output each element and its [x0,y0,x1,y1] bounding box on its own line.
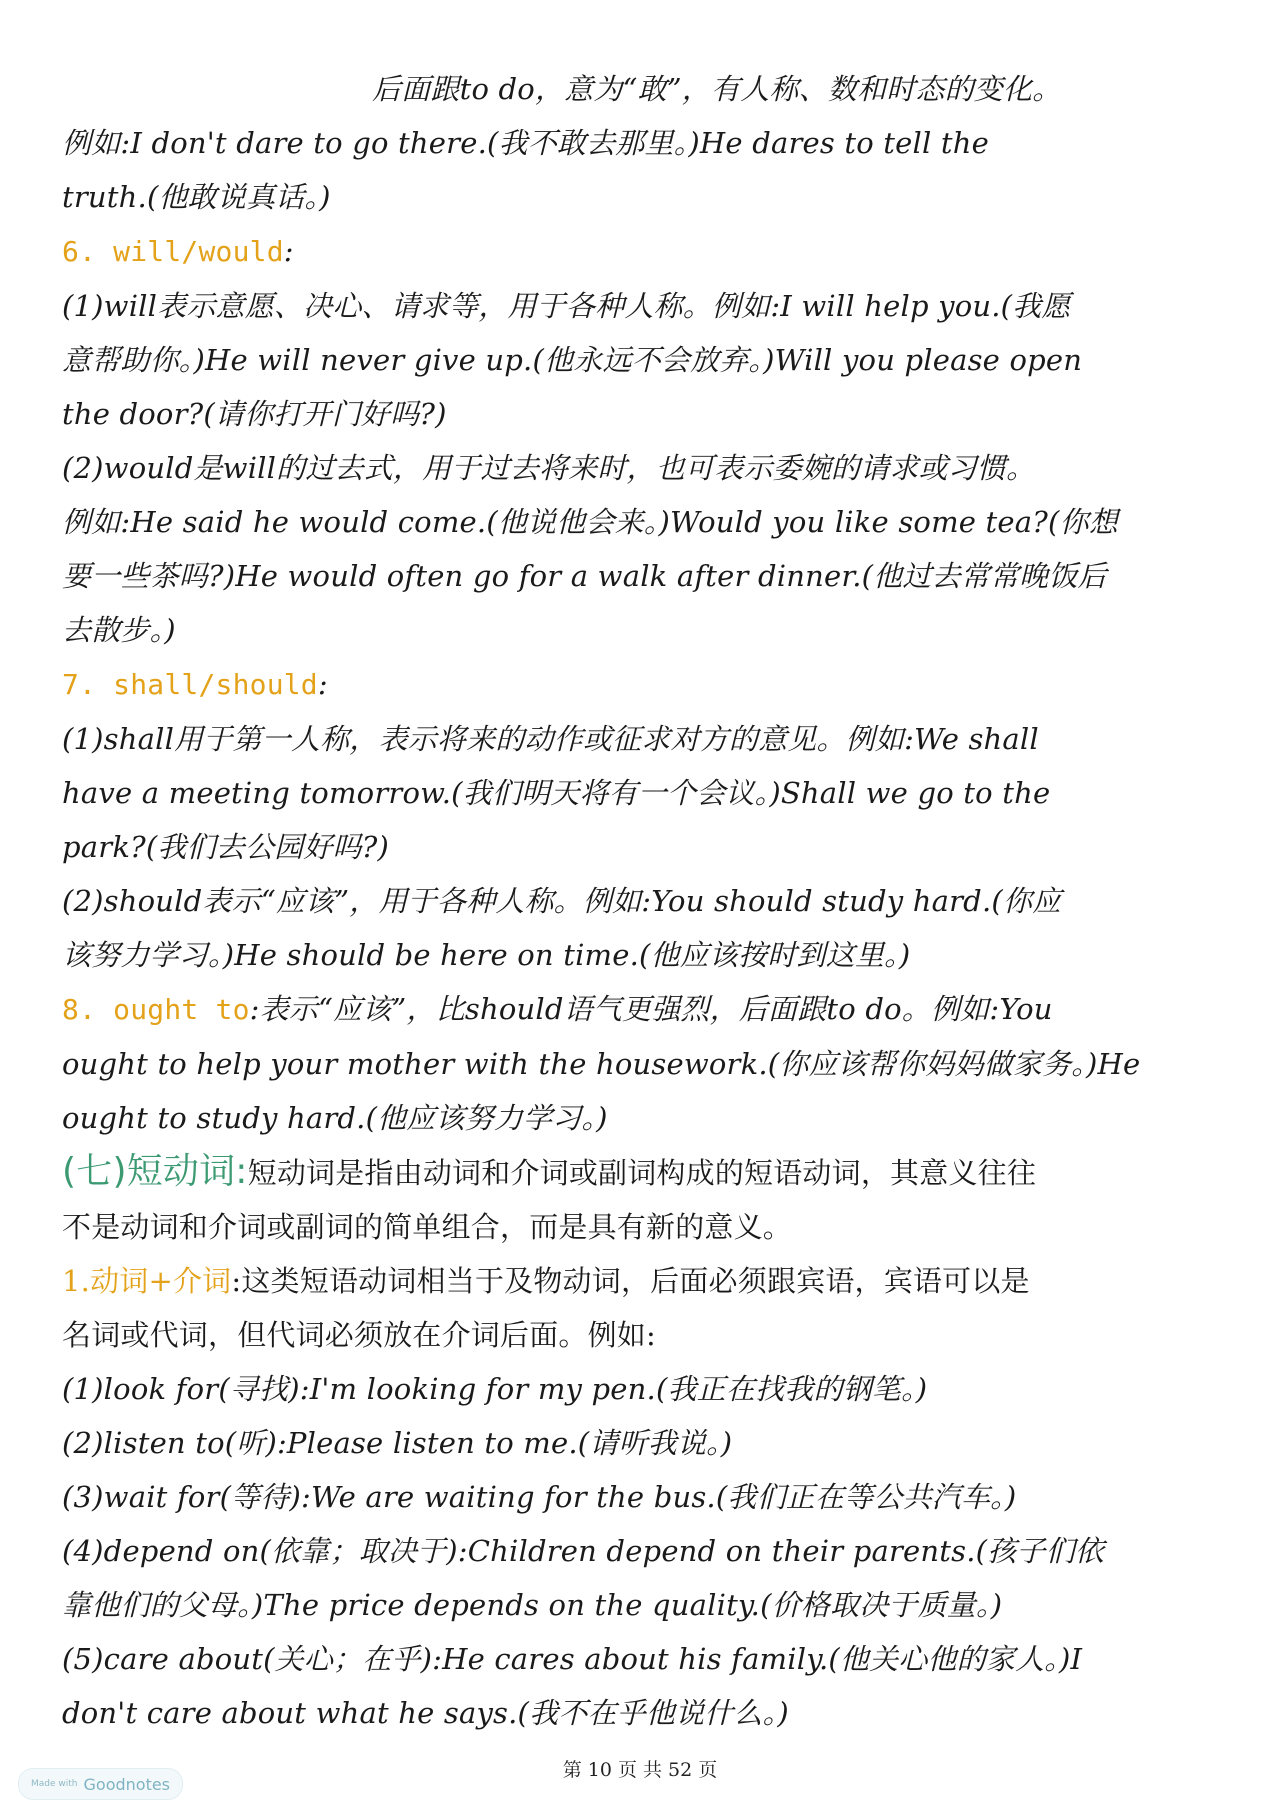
text-line: park?(我们去公园好吗?) [62,830,390,864]
text-line: ought to study hard.(他应该努力学习。) [62,1101,608,1135]
section-heading-line [62,1145,1232,1200]
text-line: (1)shall用于第一人称，表示将来的动作或征求对方的意见。例如:We shall [62,722,1039,756]
made-with-label: Made with [31,1779,78,1789]
goodnotes-badge [18,1768,183,1800]
text-line: don't care about what he says.(我不在乎他说什么。) [62,1696,789,1730]
heading-colon: : [283,234,294,268]
text-span: 短动词是指由动词和介词或副词构成的短语动词，其意义往往 [247,1156,1037,1190]
text-line: (2)should表示“应该”，用于各种人称。例如:You should study hard.(你应 [62,884,1062,918]
page-number: 第 10 页 共 52 页 [562,1759,718,1781]
text-line: (1)will表示意愿、决心、请求等，用于各种人称。例如:I will help you.(我愿 [62,289,1071,323]
text-line: (3)wait for(等待):We are waiting for the bus.(我们正在等公共汽车。) [62,1480,1017,1514]
heading-shall-should [62,657,1232,712]
goodnotes-logo: Goodnotes [83,1774,171,1794]
heading-ought-to-line [62,982,1232,1037]
text-line: 该努力学习。)He should be here on time.(他应该按时到这里。) [62,938,911,972]
heading-label: 8. ought to [62,993,250,1026]
text-line: (5)care about(关心；在乎):He cares about his family.(他关心他的家人。)I [62,1642,1083,1676]
text-line: 意帮助你。)He will never give up.(他永远不会放弃。)Will you please open [62,343,1083,377]
text-line: 靠他们的父母。)The price depends on the quality.(价格取决于质量。) [62,1588,1003,1622]
heading-label: 7. shall/should [62,668,318,701]
text-line: have a meeting tomorrow.(我们明天将有一个会议。)Shall we go to the [62,776,1051,810]
text-line: the door?(请你打开门好吗?) [62,397,447,431]
text-line: 名词或代词，但代词必须放在介词后面。例如: [62,1318,656,1352]
text-span: :这类短语动词相当于及物动词，后面必须跟宾语，宾语可以是 [231,1264,1030,1298]
text-line: 不是动词和介词或副词的简单组合，而是具有新的意义。 [62,1210,793,1244]
subheading-line [62,1254,1232,1308]
text-line: 例如:He said he would come.(他说他会来。)Would you like some tea?(你想 [62,505,1118,539]
heading-colon: : [317,667,328,701]
text-line: (2)would是will的过去式，用于过去将来时，也可表示委婉的请求或习惯。 [62,451,1036,485]
text-line: (4)depend on(依靠；取决于):Children depend on their parents.(孩子们依 [62,1534,1104,1568]
text-line: 后面跟to do，意为“敢”，有人称、数和时态的变化。 [372,72,1062,106]
text-line: 例如:I don't dare to go there.(我不敢去那里。)He dares to tell the [62,126,989,160]
text-line: 去散步。) [62,613,176,647]
section-heading: (七)短动词: [62,1151,248,1192]
text-span: :表示“应该”，比should语气更强烈，后面跟to do。例如:You [249,992,1053,1026]
text-line: truth.(他敢说真话。) [62,180,331,214]
heading-will-would [62,224,1232,279]
subheading-label: 1.动词+介词 [62,1264,232,1298]
heading-label: 6. will/would [62,235,284,268]
text-line: (1)look for(寻找):I'm looking for my pen.(我正在找我的钢笔。) [62,1372,928,1406]
text-line: (2)listen to(听):Please listen to me.(请听我说。) [62,1426,733,1460]
text-line: ought to help your mother with the housework.(你应该帮你妈妈做家务。)He [62,1047,1141,1081]
page-content [62,62,1232,1740]
text-line: 要一些茶吗?)He would often go for a walk after dinner.(他过去常常晚饭后 [62,559,1107,593]
